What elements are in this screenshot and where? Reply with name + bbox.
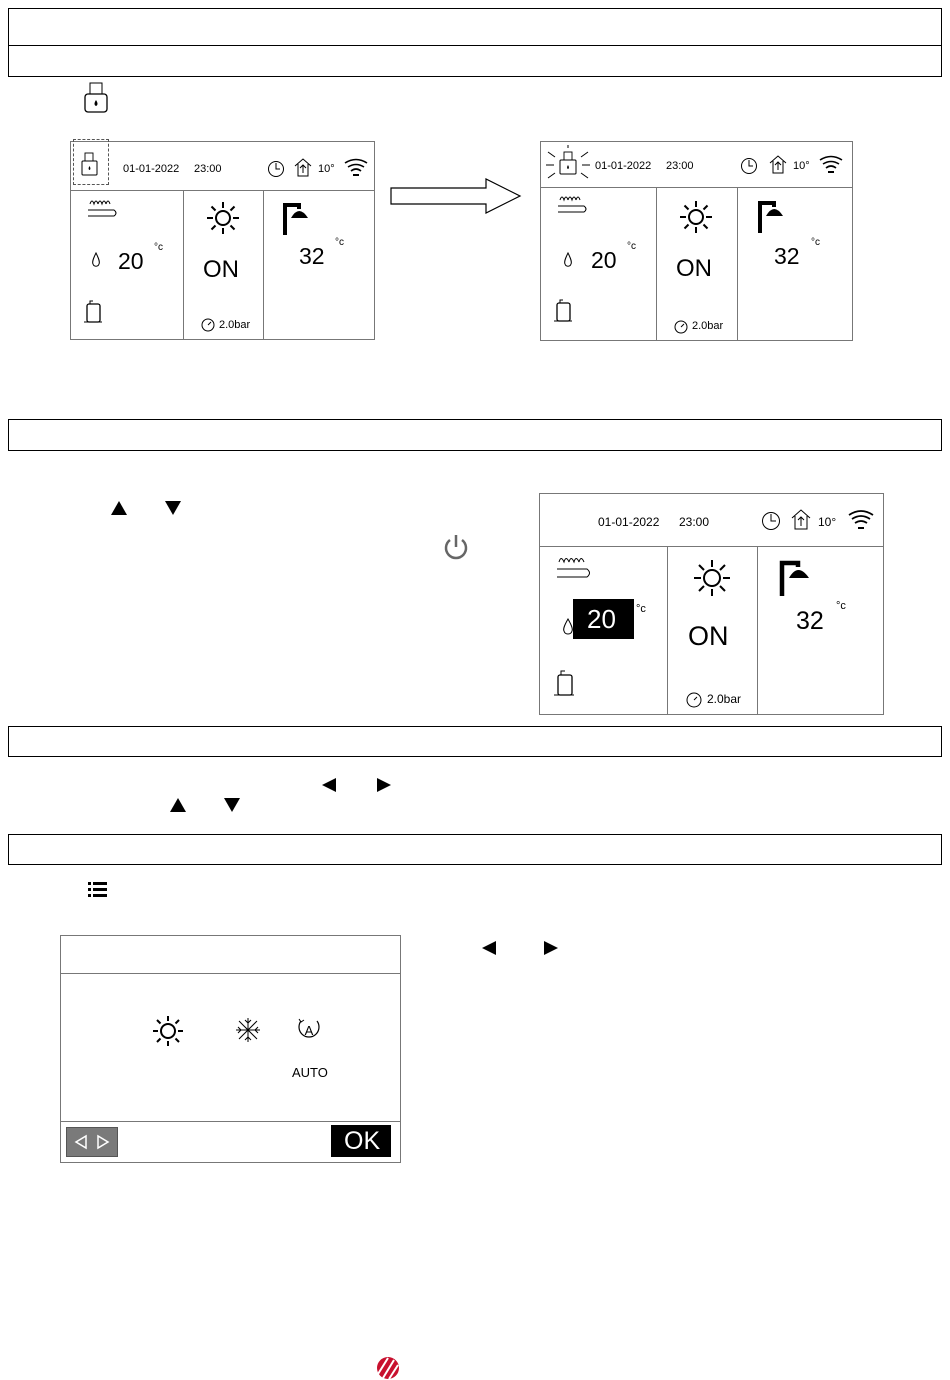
outdoor-temp: 10° — [318, 163, 335, 175]
down-arrow-icon — [223, 797, 241, 813]
wifi-icon — [344, 157, 368, 179]
outdoor-temp: 10° — [818, 515, 837, 529]
clock-icon — [268, 160, 286, 178]
pressure-label: 2.0bar — [219, 319, 251, 331]
right-arrow-icon — [543, 940, 559, 956]
left-arrow-icon — [74, 1135, 88, 1149]
celsius-unit: °c — [335, 237, 344, 248]
house-icon — [791, 509, 811, 531]
outdoor-temp: 10° — [793, 160, 810, 172]
lock-flashing-icon[interactable] — [544, 144, 592, 186]
right-arrow-icon — [376, 777, 392, 793]
space-heating-temp[interactable]: 20 — [591, 247, 617, 273]
water-drop-icon — [563, 252, 573, 268]
wifi-icon — [819, 154, 843, 176]
gauge-icon — [686, 692, 702, 708]
section-header-bar-4 — [8, 834, 942, 865]
boiler-icon — [552, 299, 574, 323]
down-arrow-icon — [164, 500, 182, 516]
section-header-bar-3 — [8, 726, 942, 757]
snowflake-icon[interactable] — [234, 1016, 262, 1044]
menu-icon — [87, 880, 109, 898]
left-arrow-icon — [481, 940, 497, 956]
ok-button-label: OK — [344, 1127, 381, 1155]
left-right-nav-button[interactable] — [66, 1127, 118, 1157]
water-drop-icon — [91, 252, 101, 268]
auto-mode-icon[interactable] — [295, 1016, 323, 1044]
section-header-bar-1 — [8, 45, 942, 77]
house-icon — [769, 155, 787, 175]
celsius-unit: °c — [636, 603, 646, 615]
dhw-temp[interactable]: 32 — [299, 243, 325, 269]
lock-icon[interactable] — [80, 152, 100, 178]
power-icon — [443, 533, 469, 561]
time-label: 23:00 — [194, 163, 222, 175]
up-arrow-icon — [169, 797, 187, 813]
date-label: 01-01-2022 — [598, 515, 660, 529]
house-icon — [294, 158, 312, 178]
boiler-icon — [82, 300, 104, 324]
shower-icon — [778, 556, 822, 598]
celsius-unit: °c — [836, 600, 846, 612]
celsius-unit: °c — [154, 242, 163, 253]
header-title-bar — [8, 8, 942, 47]
ok-button[interactable] — [331, 1125, 391, 1157]
transition-arrow — [390, 178, 522, 214]
date-label: 01-01-2022 — [123, 163, 180, 175]
svg-text:A: A — [304, 1023, 314, 1038]
gauge-icon — [674, 320, 688, 334]
sun-icon — [678, 199, 714, 235]
shower-icon — [281, 199, 319, 237]
date-label: 01-01-2022 — [595, 160, 652, 172]
up-arrow-icon — [110, 500, 128, 516]
time-label: 23:00 — [666, 160, 694, 172]
heating-on-label: ON — [688, 621, 729, 651]
sun-icon — [692, 558, 732, 598]
dhw-temp[interactable]: 32 — [796, 607, 824, 635]
dhw-temp[interactable]: 32 — [774, 243, 800, 269]
time-label: 23:00 — [679, 515, 710, 529]
clock-icon — [741, 157, 759, 175]
wifi-icon — [848, 508, 874, 532]
radiator-icon — [555, 553, 595, 583]
celsius-unit: °c — [627, 241, 636, 252]
lock-icon — [82, 82, 110, 114]
right-arrow-icon — [96, 1135, 110, 1149]
space-heating-temp-editing[interactable]: 20 — [587, 604, 616, 634]
shower-icon — [756, 197, 794, 235]
gauge-icon — [201, 318, 215, 332]
pressure-label: 2.0bar — [692, 320, 724, 332]
celsius-unit: °c — [811, 237, 820, 248]
pressure-label: 2.0bar — [707, 692, 742, 706]
auto-mode-label: AUTO — [292, 1065, 328, 1080]
radiator-icon — [86, 196, 120, 222]
sun-icon[interactable] — [151, 1014, 185, 1048]
brand-logo — [375, 1356, 401, 1380]
heating-on-label: ON — [676, 255, 712, 282]
section-header-bar-2 — [8, 419, 942, 451]
clock-icon — [761, 511, 781, 531]
radiator-icon — [556, 192, 590, 218]
heating-on-label: ON — [203, 256, 239, 283]
left-arrow-icon — [321, 777, 337, 793]
space-heating-temp[interactable]: 20 — [118, 248, 144, 274]
sun-icon — [205, 200, 241, 236]
boiler-icon — [552, 670, 576, 698]
